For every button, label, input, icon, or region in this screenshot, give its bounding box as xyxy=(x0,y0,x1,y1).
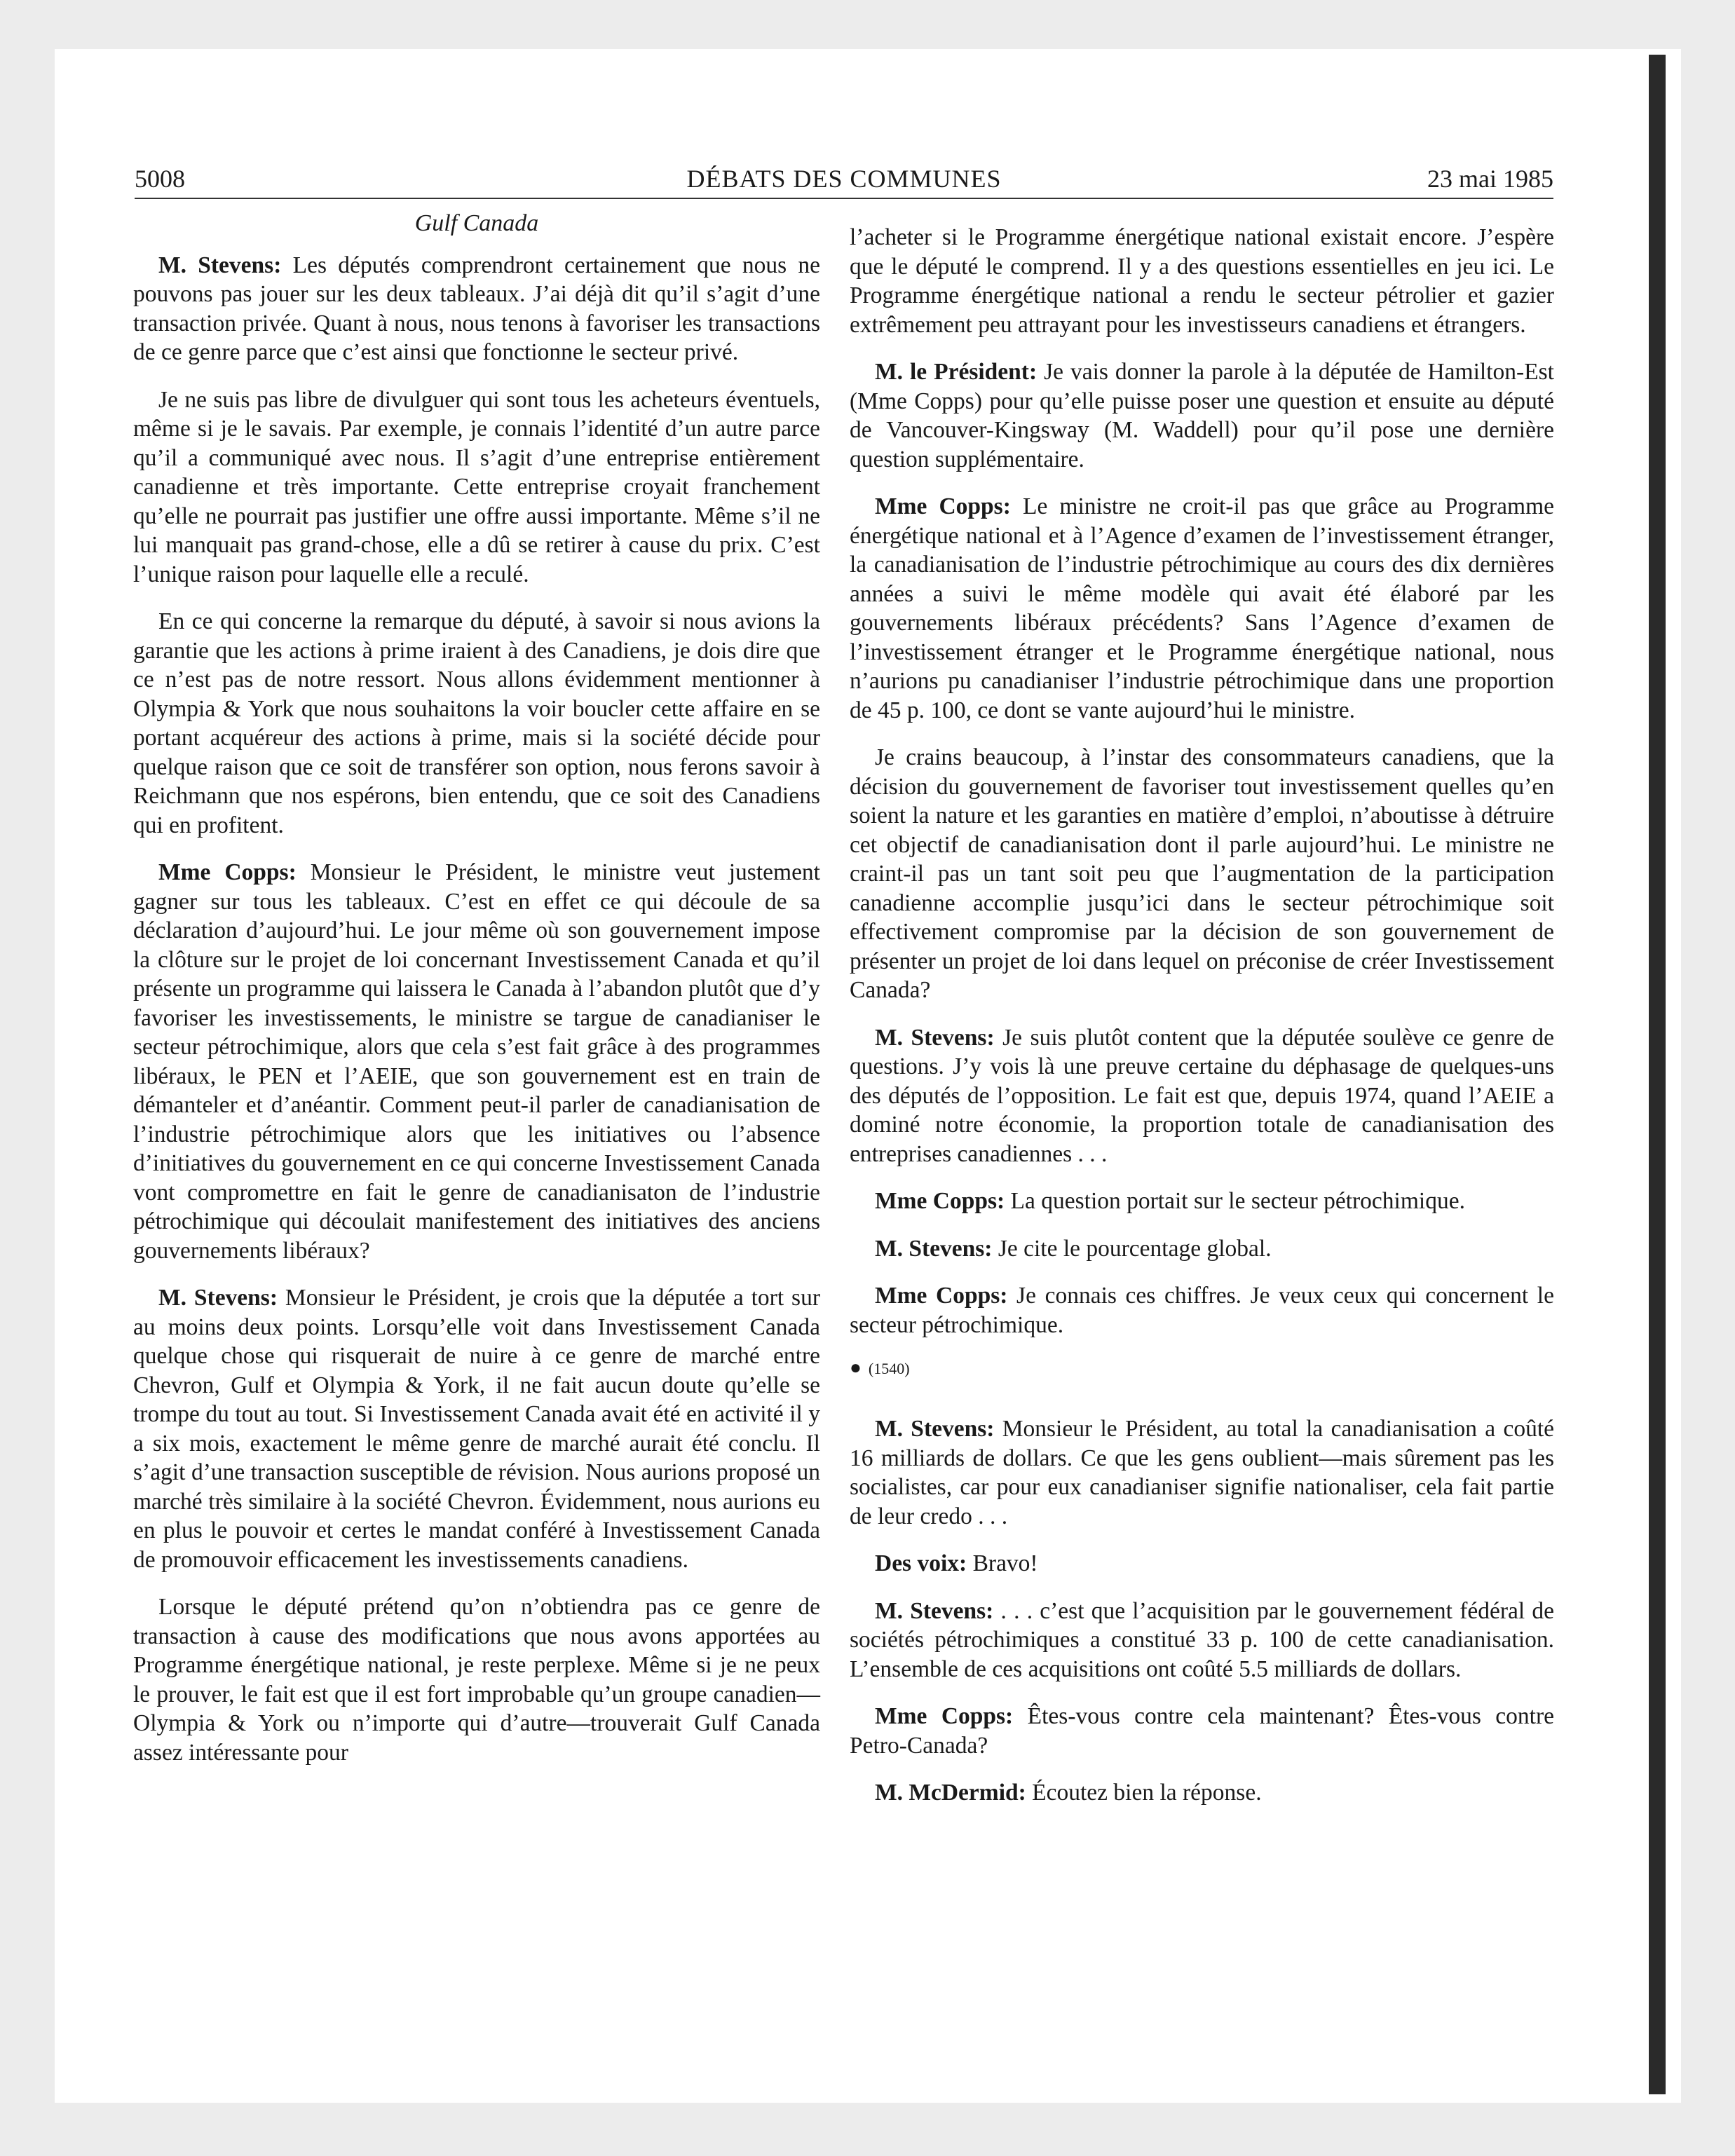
paragraph xyxy=(850,1187,1554,1216)
speaker-name: M. Stevens: xyxy=(158,252,282,278)
paragraph xyxy=(133,858,820,1265)
scan-edge xyxy=(1649,55,1666,2094)
paragraph xyxy=(850,743,1554,1005)
bullet-icon: ● xyxy=(850,1357,862,1379)
paragraph-text: Je cite le pourcentage global. xyxy=(992,1235,1272,1262)
speaker-name: M. Stevens: xyxy=(875,1024,995,1051)
time-marker xyxy=(850,1358,1554,1379)
right-column xyxy=(850,223,1554,1826)
paragraph-text: Lorsque le député prétend qu’on n’obtiendra pas ce genre de transaction à cause des modifications que nous avons apportées au Programme énergétique national, je reste perplexe. Même si je ne peux le prouver, le fait est que il est fort improbable qu’un groupe canadien—Olympia & York ou n’importe qui d’autre—trouverait Gulf Canada assez intéressante pour xyxy=(133,1594,820,1766)
paragraph xyxy=(850,1549,1554,1578)
paragraph-text: En ce qui concerne la remarque du député, à savoir si nous avions la garantie que les actions à prime iraient à des Canadiens, je dois dire que ce n’est pas de notre ressort. Nous allons évidemment mentionner à Olympia & York que nous souhaitons la voir boucler cette affaire en se portant acquéreur des actions à prime, mais si la société décide pour quelque raison que ce soit de transférer son option, nous ferons savoir à Reichmann que nos espérons, bien entendu, que ce soit des Canadiens qui en profitent. xyxy=(133,608,820,838)
paragraph-text: Écoutez bien la réponse. xyxy=(1026,1780,1262,1806)
paragraph-text: Monsieur le Président, au total la canadianisation a coûté 16 milliards de dollars. Ce que les gens oublient—mais sûrement pas les socialistes, car pour eux canadianiser signifie nationaliser, cela fait partie de leur credo . . . xyxy=(850,1416,1555,1529)
paragraph xyxy=(850,1597,1554,1684)
paragraph-text: Je suis plutôt content que la députée soulève ce genre de questions. J’y vois là une preuve certaine du déphasage de quelques-uns des députés de l’opposition. Le fait est que, depuis 1974, quand l’AEIE a dominé notre économie, la proportion totale de canadianisation des entreprises canadiennes . . . xyxy=(850,1024,1555,1167)
speaker-name: M. Stevens: xyxy=(875,1597,994,1624)
paragraph-text: Monsieur le Président, je crois que la députée a tort sur au moins deux points. Lorsqu’elle voit dans Investissement Canada quelque chose qui risquerait de nuire à ce genre de marché entre Chevron, Gulf et Olympia & York, il ne fait aucun doute qu’elle se trompe du tout au tout. Si Investissement Canada avait été en activité il y a six mois, exactement le même genre de marché aurait été conclu. Il s’agit d’une transaction susceptible de révision. Nous aurions proposé un marché très similaire à la société Chevron. Évidemment, nous aurions eu en plus le pouvoir et certes le mandat conféré à Investissement Canada de promouvoir efficacement les investissements canadiens. xyxy=(133,1285,820,1573)
speaker-name: Mme Copps: xyxy=(875,1703,1014,1729)
journal-title: DÉBATS DES COMMUNES xyxy=(686,165,1002,193)
paragraph xyxy=(850,1234,1554,1264)
time-marker-text: (1540) xyxy=(868,1360,910,1377)
speaker-name: Mme Copps: xyxy=(875,1188,1005,1214)
paragraph-text: Je ne suis pas libre de divulguer qui sont tous les acheteurs éventuels, même si je le savais. Par exemple, je connais l’identité d’un autre parce qu’il a communiqué avec nous. Il s’agit d’une entreprise entièrement canadienne et très importante. Cette entreprise croyait franchement qu’elle ne pourrait pas justifier une offre aussi importante. Même s’il ne lui manquait pas grand-chose, elle a dû se retirer à cause du prix. C’est l’unique raison pour laquelle elle a reculé. xyxy=(133,386,820,587)
paragraph xyxy=(850,1281,1554,1339)
paragraph-text: Les députés comprendront certainement que nous ne pouvons pas jouer sur les deux tableaux. J’ai déjà dit qu’il s’agit d’une transaction privée. Quant à nous, nous tenons à favoriser les transactions de ce genre parce que c’est ainsi que fonctionne le secteur privé. xyxy=(133,252,821,365)
speaker-name: M. McDermid: xyxy=(875,1780,1026,1806)
page-number: 5008 xyxy=(135,165,185,193)
paragraph-text: l’acheter si le Programme énergétique national existait encore. J’espère que le député le comprend. Il y a des questions essentielles en jeu ici. Le Programme énergétique national a rendu le secteur pétrolier et gazier extrêmement peu attrayant pour les investisseurs canadiens et étrangers. xyxy=(850,224,1554,338)
page-date: 23 mai 1985 xyxy=(1427,165,1553,193)
paragraph xyxy=(850,357,1554,474)
paragraph-text: Je connais ces chiffres. Je veux ceux qui concernent le secteur pétrochimique. xyxy=(850,1283,1554,1338)
paragraph xyxy=(850,223,1554,339)
paragraph-text: Je crains beaucoup, à l’instar des consommateurs canadiens, que la décision du gouvernement de favoriser tout investissement quelles qu’en soient la nature et les garanties en matière d’emploi, n’aboutisse à détruire cet objectif de canadianisation dont il parle aujourd’hui. Le ministre ne craint-il pas un tant soit peu que l’augmentation de la participation canadienne accomplie jusqu’ici dans le secteur pétrochimique soit effectivement compromise par la décision de son gouvernement de présenter un projet de loi dans lequel on préconise de créer Investissement Canada? xyxy=(850,744,1554,1003)
paragraph-text: Je vais donner la parole à la députée de Hamilton-Est (Mme Copps) pour qu’elle puisse poser une question et ensuite au député de Vancouver-Kingsway (M. Waddell) pour qu’il pose une dernière question supplémentaire. xyxy=(850,359,1554,472)
speaker-name: Mme Copps: xyxy=(158,859,297,885)
paragraph xyxy=(850,1023,1554,1169)
paragraph xyxy=(850,492,1554,725)
section-title: Gulf Canada xyxy=(414,210,539,236)
page-header xyxy=(135,158,1553,199)
paragraph-text: La question portait sur le secteur pétrochimique. xyxy=(1005,1188,1465,1214)
speaker-name: M. Stevens: xyxy=(875,1235,993,1262)
paragraph xyxy=(133,1592,820,1767)
speaker-name: Mme Copps: xyxy=(875,1283,1008,1309)
speaker-name: M. le Président: xyxy=(875,359,1037,385)
paragraph xyxy=(133,251,820,367)
paragraph-text: Bravo! xyxy=(967,1550,1038,1576)
paragraph xyxy=(850,1702,1554,1760)
paragraph-text: . . . c’est que l’acquisition par le gouvernement fédéral de sociétés pétrochimiques a constitué 33 p. 100 de cette canadianisation. L’ensemble de ces acquisitions ont coûté 5.5 milliards de dollars. xyxy=(850,1597,1555,1682)
paragraph xyxy=(133,1283,820,1574)
paragraph-text: Monsieur le Président, le ministre veut justement gagner sur tous les tableaux. C’est en effet ce qui découle de sa déclaration d’aujourd’hui. Le jour même où son gouvernement impose la clôture sur le projet de loi concernant Investissement Canada et qu’il présente un programme qui laissera le Canada à l’abandon plutôt que d’y favoriser les investissements, le ministre se targue de canadianiser le secteur pétrochimique, alors que cela s’est fait grâce à des programmes libéraux, le PEN et l’AEIE, que son gouvernement est en train de démanteler et d’anéantir. Comment peut-il parler de canadianisation de l’industrie pétrochimique alors que les initiatives ou l’absence d’initiatives du gouvernement en ce qui concerne Investissement Canada vont compromettre en fait le genre de canadianisaton de l’industrie pétrochimique qui découlait manifestement des initiatives des anciens gouvernements libéraux? xyxy=(133,859,820,1264)
paragraph xyxy=(133,386,820,589)
speaker-name: M. Stevens: xyxy=(158,1285,278,1311)
paragraph-text: Le ministre ne croit-il pas que grâce au Programme énergétique national et à l’Agence d’examen de l’investissement étranger, la canadianisation de l’industrie pétrochimique au cours des dix dernières années a suivi le même modèle qui avait été élaboré par les gouvernements libéraux précédents? Sans l’Agence d’examen de l’investissement étranger et le Programme énergétique national, nous n’aurions pu canadianiser l’industrie pétrochimique dans une proportion de 45 p. 100, ce dont se vante aujourd’hui le ministre. xyxy=(850,493,1555,723)
paragraph xyxy=(850,1778,1554,1808)
speaker-name: Des voix: xyxy=(875,1550,967,1576)
left-column xyxy=(133,209,820,1785)
paragraph-text: Êtes-vous contre cela maintenant? Êtes-vous contre Petro-Canada? xyxy=(850,1703,1554,1759)
paragraph xyxy=(850,1414,1554,1531)
speaker-name: Mme Copps: xyxy=(875,493,1011,519)
speaker-name: M. Stevens: xyxy=(875,1416,995,1442)
paragraph xyxy=(133,607,820,840)
